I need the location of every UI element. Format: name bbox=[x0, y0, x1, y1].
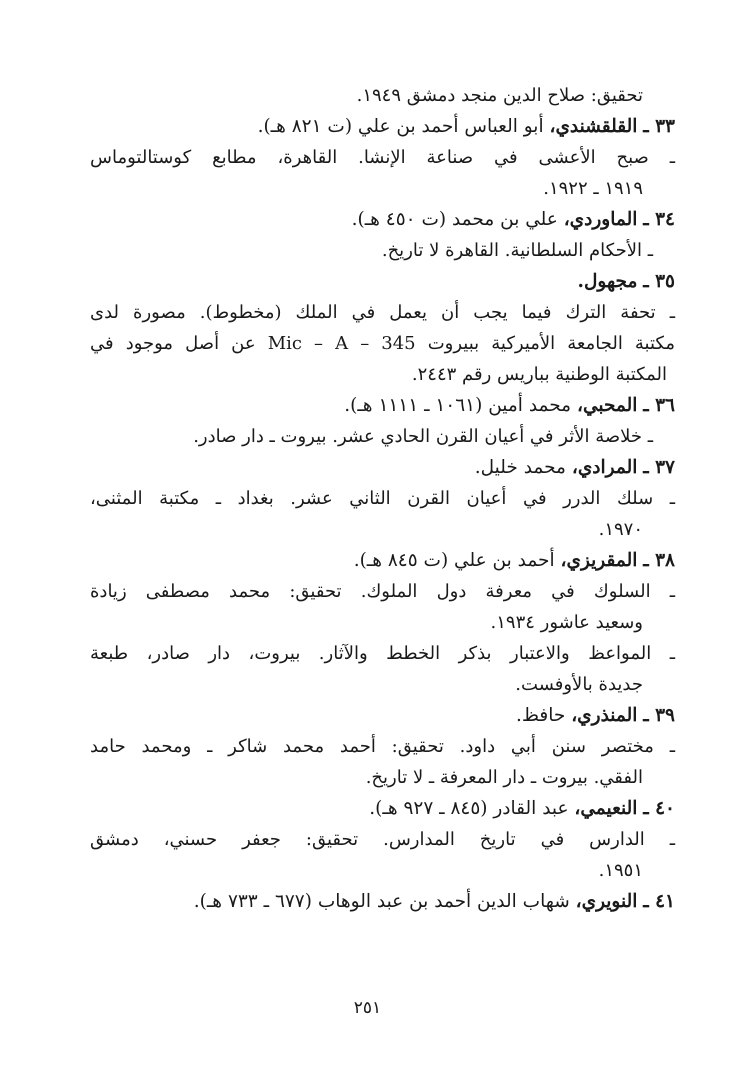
text-line bbox=[90, 514, 675, 545]
text-line: ـ السلوك في معرفة دول الملوك. تحقيق: محمد مصطفى زيادة bbox=[90, 581, 675, 602]
author-name: المرادي، bbox=[571, 457, 638, 478]
line-text: ١٩١٩ ـ ١٩٢٢. bbox=[543, 178, 643, 199]
text-line bbox=[90, 80, 675, 111]
entry-details: محمد أمين (١٠٦١ ـ ١١١١ هـ). bbox=[344, 395, 577, 416]
text-line bbox=[90, 173, 675, 204]
entry-number: ٣٧ ـ bbox=[643, 457, 675, 478]
author-name: المحبي، bbox=[576, 395, 638, 416]
author-name: النعيمي، bbox=[574, 798, 638, 819]
text-line bbox=[90, 669, 675, 700]
text-line: ـ المواعظ والاعتبار بذكر الخطط والآثار. بيروت، دار صادر، طبعة bbox=[90, 643, 675, 664]
line-text: المكتبة الوطنية بباريس رقم ٢٤٤٣. bbox=[411, 364, 667, 385]
text-line bbox=[90, 359, 675, 390]
text-line bbox=[90, 607, 675, 638]
author-name: النويري، bbox=[575, 891, 638, 912]
entry-details: شهاب الدين أحمد بن عبد الوهاب (٦٧٧ ـ ٧٣٣ هـ). bbox=[193, 891, 576, 912]
entry-number: ٤١ ـ bbox=[643, 891, 675, 912]
author-name: مجهول. bbox=[577, 271, 638, 292]
line-text: ١٩٧٠. bbox=[598, 519, 643, 540]
text-line bbox=[90, 762, 675, 793]
text-line bbox=[90, 421, 675, 452]
author-name: المقريزي، bbox=[560, 550, 638, 571]
text-line bbox=[90, 855, 675, 886]
entry-heading bbox=[90, 886, 675, 917]
text-line bbox=[90, 235, 675, 266]
entry-number: ٣٩ ـ bbox=[643, 705, 675, 726]
entry-heading bbox=[90, 390, 675, 421]
entry-heading bbox=[90, 204, 675, 235]
entry-details: علي بن محمد (ت ٤٥٠ هـ). bbox=[351, 209, 564, 230]
entry-details: عبد القادر (٨٤٥ ـ ٩٢٧ هـ). bbox=[369, 798, 575, 819]
entry-number: ٣٤ ـ bbox=[643, 209, 675, 230]
line-text: تحقيق: صلاح الدين منجد دمشق ١٩٤٩. bbox=[356, 85, 643, 106]
entry-heading bbox=[90, 793, 675, 824]
entry-heading bbox=[90, 452, 675, 483]
text-line: ـ سلك الدرر في أعيان القرن الثاني عشر. بغداد ـ مكتبة المثنى، bbox=[90, 488, 675, 509]
line-text: ـ خلاصة الأثر في أعيان القرن الحادي عشر. بيروت ـ دار صادر. bbox=[193, 426, 653, 447]
text-line: ـ مختصر سنن أبي داود. تحقيق: أحمد محمد شاكر ـ ومحمد حامد bbox=[90, 736, 675, 757]
page-number: ٢٥١ bbox=[353, 998, 382, 1018]
author-name: المنذري، bbox=[571, 705, 638, 726]
entry-details: أبو العباس أحمد بن علي (ت ٨٢١ هـ). bbox=[257, 116, 550, 137]
text-line: ـ تحفة الترك فيما يجب أن يعمل في الملك (مخطوط). مصورة لدى bbox=[90, 302, 675, 323]
entry-number: ٣٥ ـ bbox=[643, 271, 675, 292]
line-text: جديدة بالأوفست. bbox=[515, 674, 643, 695]
line-text: وسعيد عاشور ١٩٣٤. bbox=[490, 612, 643, 633]
text-line: مكتبة الجامعة الأميركية ببيروت Mic – A – 345 عن أصل موجود في bbox=[90, 333, 675, 354]
line-text: ـ الأحكام السلطانية. القاهرة لا تاريخ. bbox=[381, 240, 653, 261]
text-line: ـ صبح الأعشى في صناعة الإنشا. القاهرة، مطابع كوستالتوماس bbox=[90, 147, 675, 168]
entry-heading bbox=[90, 700, 675, 731]
entry-details: محمد خليل. bbox=[474, 457, 572, 478]
entry-number: ٣٦ ـ bbox=[643, 395, 675, 416]
text-line: ـ الدارس في تاريخ المدارس. تحقيق: جعفر حسني، دمشق bbox=[90, 829, 675, 850]
line-text: ١٩٥١. bbox=[598, 860, 643, 881]
author-name: القلقشندي، bbox=[549, 116, 638, 137]
entry-heading bbox=[90, 545, 675, 576]
entry-number: ٤٠ ـ bbox=[643, 798, 675, 819]
entry-heading bbox=[90, 266, 675, 297]
entry-details: أحمد بن علي (ت ٨٤٥ هـ). bbox=[353, 550, 561, 571]
entry-number: ٣٨ ـ bbox=[643, 550, 675, 571]
author-name: الماوردي، bbox=[563, 209, 638, 230]
bibliography-text bbox=[90, 80, 675, 917]
entry-heading bbox=[90, 111, 675, 142]
entry-number: ٣٣ ـ bbox=[643, 116, 675, 137]
line-text: الفقي. بيروت ـ دار المعرفة ـ لا تاريخ. bbox=[365, 767, 643, 788]
entry-details: حافظ. bbox=[515, 705, 572, 726]
